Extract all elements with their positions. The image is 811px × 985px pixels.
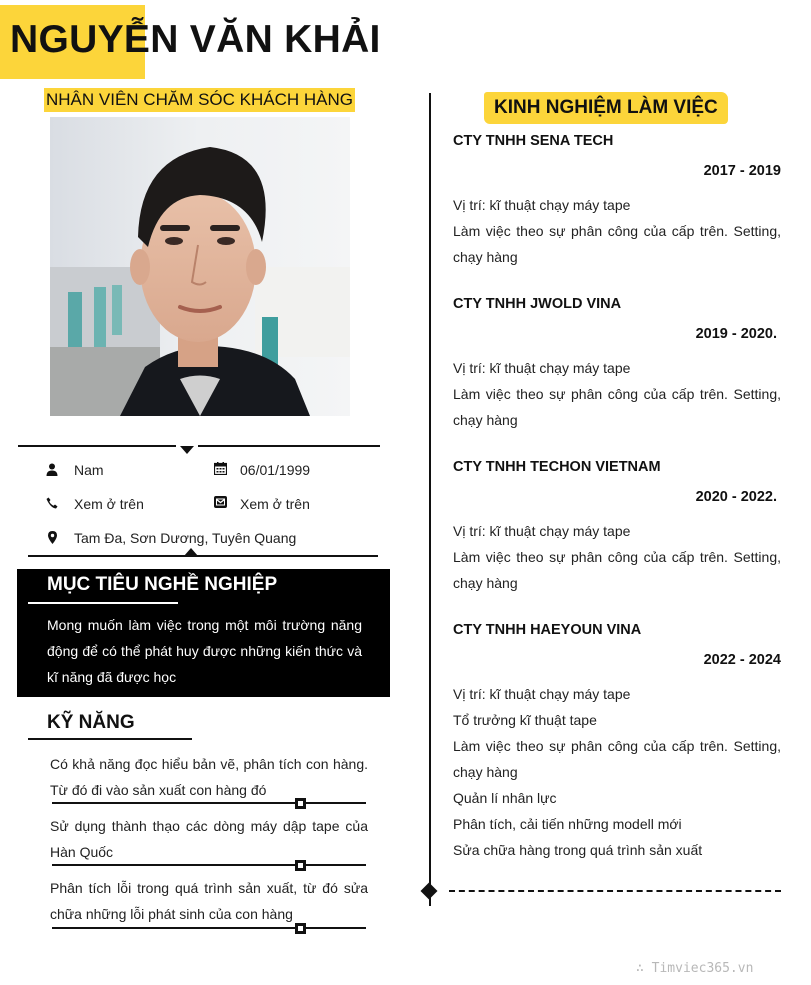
company-name: CTY TNHH SENA TECH	[453, 133, 614, 149]
job-detail: Quản lí nhân lực	[453, 790, 557, 806]
job-detail: Phân tích, cải tiến những modell mới	[453, 816, 682, 832]
experience-heading: KINH NGHIỆM LÀM VIỆC	[484, 92, 728, 124]
info-top-divider	[18, 445, 380, 447]
map-pin-icon	[44, 529, 60, 545]
skills-heading: KỸ NĂNG	[47, 712, 135, 733]
job-detail: Vị trí: kĩ thuật chạy máy tape	[453, 197, 631, 213]
gender-value: Nam	[74, 462, 104, 478]
job-detail: Tổ trưởng kĩ thuật tape	[453, 712, 597, 728]
skill-item-text: Phân tích lỗi trong quá trình sản xuất, từ đó sửa chữa những lỗi phát sinh của con hàng	[50, 880, 368, 922]
skill-level-bar	[52, 864, 366, 866]
skill-item-text: Có khả năng đọc hiểu bản vẽ, phân tích con hàng. Từ đó đi vào sản xuất con hàng đó	[50, 756, 368, 798]
company-name: CTY TNHH TECHON VIETNAM	[453, 459, 661, 475]
birthday-value: 06/01/1999	[240, 462, 311, 478]
timeline-end-diamond	[421, 883, 438, 900]
candidate-name: NGUYỄN VĂN KHẢI	[10, 18, 381, 61]
job-period: 2022 - 2024	[703, 652, 781, 668]
job-detail: Vị trí: kĩ thuật chạy máy tape	[453, 360, 631, 376]
skill-level-marker	[295, 798, 306, 809]
job-period: 2017 - 2019	[703, 163, 781, 179]
job-detail: Làm việc theo sự phân công của cấp trên. Setting, chạy hàng	[453, 386, 781, 428]
watermark: ∴ Timviec365.vn	[636, 961, 754, 976]
info-bottom-arrow	[184, 548, 198, 556]
skill-level-bar	[52, 927, 366, 929]
job-detail: Vị trí: kĩ thuật chạy máy tape	[453, 523, 631, 539]
calendar-icon	[212, 460, 228, 476]
job-period: 2020 - 2022.	[695, 489, 777, 505]
company-name: CTY TNHH JWOLD VINA	[453, 296, 622, 312]
email-icon	[212, 494, 228, 510]
phone-value: Xem ở trên	[74, 496, 144, 512]
timeline-line	[429, 93, 431, 906]
skill-level-marker	[295, 860, 306, 871]
job-detail: Làm việc theo sự phân công của cấp trên. Setting, chạy hàng	[453, 738, 781, 780]
job-detail: Vị trí: kĩ thuật chạy máy tape	[453, 686, 631, 702]
job-detail: Làm việc theo sự phân công của cấp trên. Setting, chạy hàng	[453, 223, 781, 265]
job-title: NHÂN VIÊN CHĂM SÓC KHÁCH HÀNG	[44, 88, 355, 112]
info-bottom-divider	[28, 555, 378, 557]
user-icon	[44, 461, 60, 477]
skill-item-text: Sử dụng thành thạo các dòng máy dập tape của Hàn Quốc	[50, 818, 368, 860]
skill-level-marker	[295, 923, 306, 934]
objective-text: Mong muốn làm việc trong một môi trường năng động để có thể phát huy được những kiến thức và kĩ năng đã được học	[47, 617, 362, 685]
job-detail: Sửa chữa hàng trong quá trình sản xuất	[453, 842, 703, 858]
job-period: 2019 - 2020.	[695, 326, 777, 342]
info-top-arrow	[180, 446, 194, 454]
phone-icon	[44, 495, 60, 511]
company-name: CTY TNHH HAEYOUN VINA	[453, 622, 642, 638]
email-value: Xem ở trên	[240, 496, 310, 512]
timeline-dashed-divider	[449, 890, 781, 892]
profile-photo	[50, 117, 350, 416]
address-value: Tam Đa, Sơn Dương, Tuyên Quang	[74, 530, 297, 546]
skill-level-bar	[52, 802, 366, 804]
skills-underline	[28, 738, 192, 740]
objective-underline	[28, 602, 178, 604]
objective-heading: MỤC TIÊU NGHỀ NGHIỆP	[47, 574, 278, 595]
job-detail: Làm việc theo sự phân công của cấp trên. Setting, chạy hàng	[453, 549, 781, 591]
